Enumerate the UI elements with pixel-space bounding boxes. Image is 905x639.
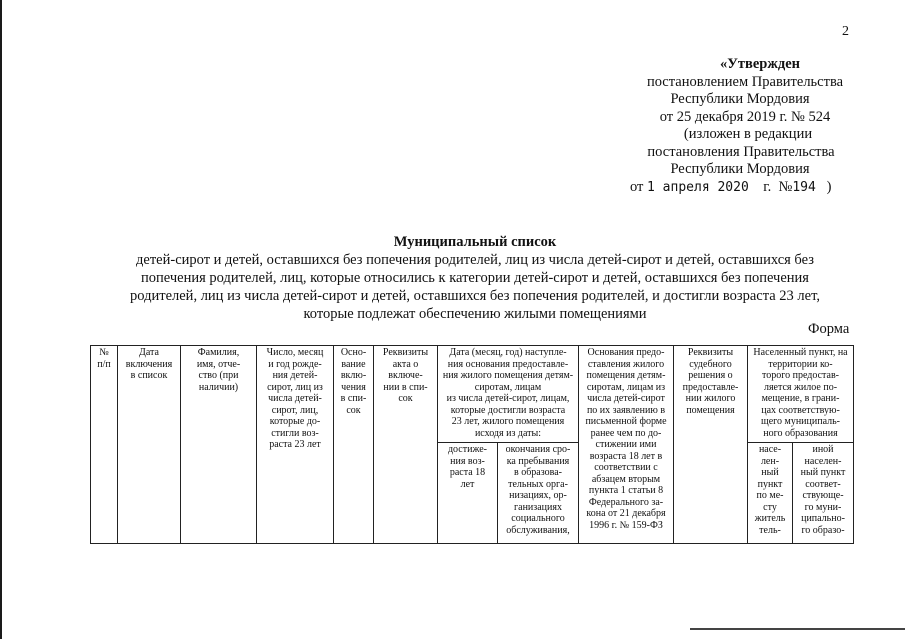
scan-edge-left xyxy=(0,0,2,639)
subheader-age-18: достиже- ния воз- раста 18 лет xyxy=(438,443,498,544)
number-value: 194 xyxy=(792,179,816,195)
subheader-end-of-stay: окончания сро- ка пребывания в образова- тельных орга- низациях, ор- ганизациях социального обслуживания, xyxy=(498,443,579,544)
scan-edge-bottom xyxy=(690,628,905,630)
approval-date-line xyxy=(610,179,850,197)
header-inclusion-basis: Осно- вание вклю- чения в спи- сок xyxy=(334,346,374,544)
date-value: 1 апреля 2020 xyxy=(647,179,749,195)
closing-paren: ) xyxy=(826,178,832,195)
subtitle-line: родителей, лиц из числа детей-сирот и детей, оставшихся без попечения родителей, и достигли возраста 23 лет, xyxy=(130,288,820,304)
document-header xyxy=(95,233,855,323)
page-number: 2 xyxy=(842,24,849,39)
subheader-other-locality: иной населен- ный пункт соответ- ствующе- го муни- ципально- го образо- xyxy=(793,443,854,544)
header-inclusion-date: Дата включения в список xyxy=(118,346,181,544)
header-full-name: Фамилия, имя, отче- ство (при наличии) xyxy=(181,346,257,544)
subheader-residence-locality: насе- лен- ный пункт по ме- сту житель тель- xyxy=(748,443,793,544)
header-number: № п/п xyxy=(91,346,118,544)
document-title: Муниципальный список xyxy=(393,234,557,250)
header-locality: Населенный пункт, на территории ко- торого предостав- ляется жилое по- мещение, в грани- цах соответствую- щего муниципаль- ного образования xyxy=(748,346,854,443)
header-occurrence-date: Дата (месяц, год) наступле- ния основания предоставле- ния жилого помещения детям-сиротам, лицам из числа детей-сирот, лицам, которые достигли возраста 23 лет, жилого помещения исходя из даты: xyxy=(438,346,579,443)
header-grounds: Основания предо- ставления жилого помещения детям- сиротам, лицам из числа детей-сирот по их заявлению в письменной форме ранее чем по до- стижении ими возраста 18 лет в соответствии с абзацем вторым пункта 1 статьи 8 Федерального за- кона от 21 декабря 1996 г. № 159-ФЗ xyxy=(579,346,674,544)
approval-line: (изложен в редакции xyxy=(683,126,813,142)
approval-line: от 25 декабря 2019 г. № 524 xyxy=(659,108,831,125)
approval-line: Республики Мордовия xyxy=(670,161,810,177)
subtitle-line: детей-сирот и детей, оставшихся без попечения родителей, лиц из числа детей-сирот и детей, оставшихся без xyxy=(136,252,814,268)
subtitle-line: попечения родителей, лиц, которые относились к категории детей-сирот и детей, оставшихся без попечения xyxy=(141,270,809,286)
number-prefix: № xyxy=(778,178,793,195)
header-act-details: Реквизиты акта о включе- нии в спи- сок xyxy=(374,346,438,544)
municipal-list-table xyxy=(90,345,854,544)
approval-heading: «Утвержден xyxy=(720,56,800,72)
date-year-suffix: г. xyxy=(763,178,772,195)
header-court-decision: Реквизиты судебного решения о предоставле- нии жилого помещения xyxy=(674,346,748,544)
header-birth-date: Число, месяц и год рожде- ния детей- сирот, лиц из числа детей- сирот, лиц, которые до- стигли воз- раста 23 лет xyxy=(257,346,334,544)
date-prefix: от xyxy=(630,178,644,195)
approval-line: Республики Мордовия xyxy=(670,91,810,107)
subtitle-line: которые подлежат обеспечению жилыми помещениями xyxy=(303,306,647,322)
approval-line: постановлением Правительства xyxy=(646,73,844,90)
approval-stamp xyxy=(610,56,850,196)
approval-line: постановления Правительства xyxy=(647,143,835,160)
form-label: Форма xyxy=(808,321,850,337)
